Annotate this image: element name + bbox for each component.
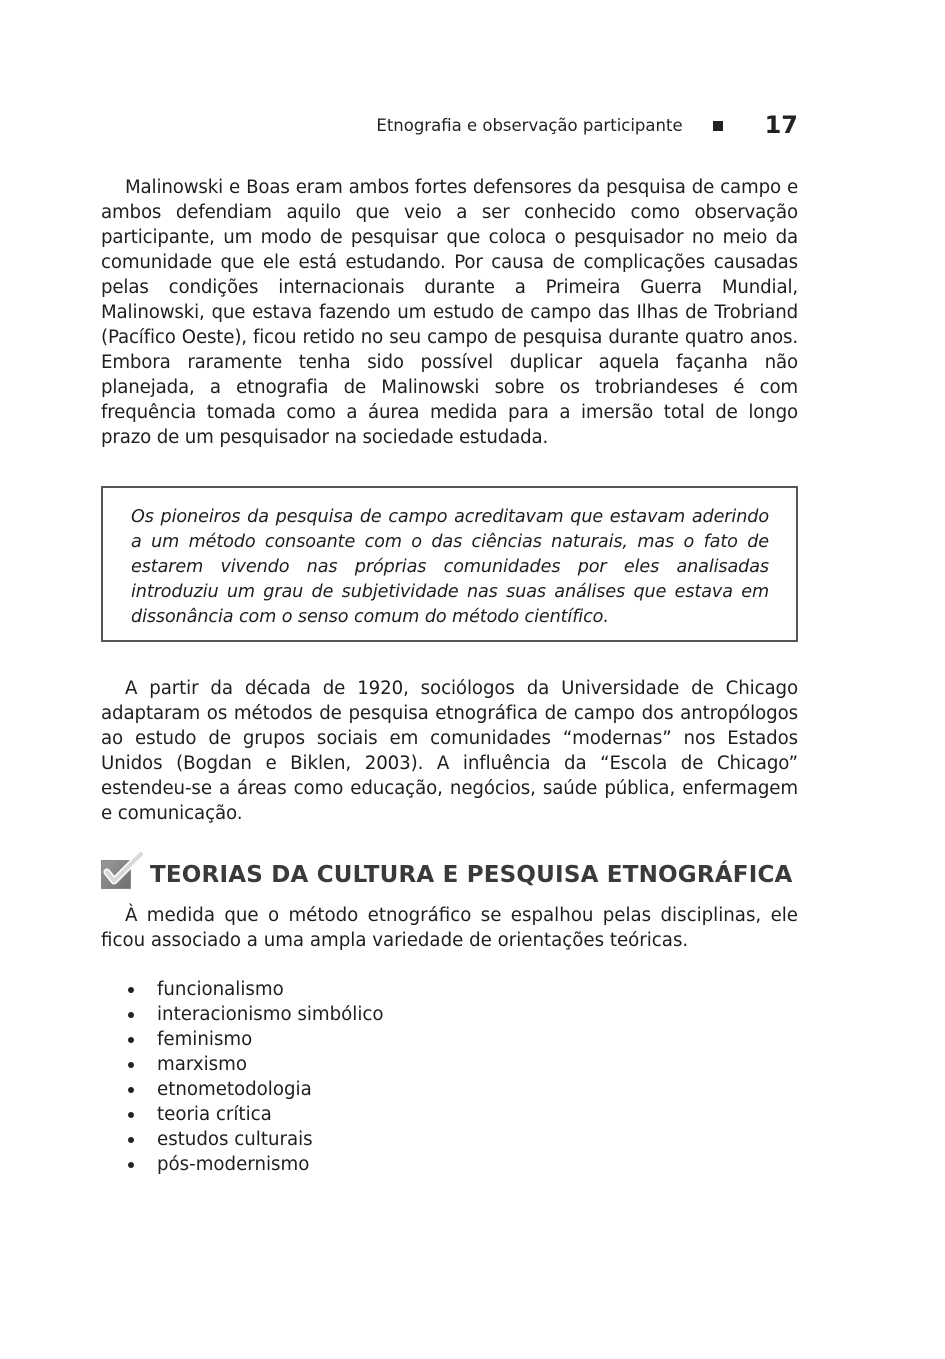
bullet-icon — [128, 1087, 134, 1093]
bullet-icon — [128, 1162, 134, 1168]
section-heading — [101, 852, 793, 890]
list-item: pós-modernismo — [125, 1152, 384, 1177]
square-bullet-icon — [713, 121, 723, 131]
paragraph-chicago-school: A partir da década de 1920, sociólogos da Universidade de Chicago adaptaram os métodos de pesquisa etnográfica de campo dos antropólogos ao estudo de grupos sociais em comunidades “modernas” nos Estados Unidos (Bogdan e Biklen, 2003). A influência da “Escola de Chicago” estendeu-se a áreas como educação, negócios, saúde pública, enfermagem e comunicação. — [101, 678, 798, 824]
list-item: marxismo — [125, 1052, 384, 1077]
bullet-icon — [128, 1137, 134, 1143]
list-item: teoria crítica — [125, 1102, 384, 1127]
paragraph-malinowski: Malinowski e Boas eram ambos fortes defensores da pesquisa de campo e ambos defendiam aquilo que veio a ser conhecido como observação participante, um modo de pesquisar que coloca o pesquisador no meio da comunidade que ele está estudando. Por causa de complicações causadas pelas condições internacionais durante a Primeira Guerra Mundial, Malinowski, que estava fazendo um estudo de campo das Ilhas de Trobriand (Pacífico Oeste), ficou retido no seu campo de pesquisa durante quatro anos. Embora raramente tenha sido possível duplicar aquela façanha não planejada, a etnografia de Malinowski sobre os trobriandeses é com frequência tomada como a áurea medida para a imersão total de longo prazo de um pesquisador na sociedade estudada. — [101, 177, 798, 448]
paragraph-theories-intro: À medida que o método etnográfico se espalhou pelas disciplinas, ele ficou associado a uma ampla variedade de orientações teóricas. — [101, 905, 798, 951]
list-item: interacionismo simbólico — [125, 1002, 384, 1027]
checkbox-check-icon — [101, 852, 143, 890]
list-item: estudos culturais — [125, 1127, 384, 1152]
list-item: etnometodologia — [125, 1077, 384, 1102]
bullet-icon — [128, 1037, 134, 1043]
list-item: feminismo — [125, 1027, 384, 1052]
bullet-icon — [128, 1062, 134, 1068]
bullet-icon — [128, 1112, 134, 1118]
running-head-title: Etnografia e observação participante — [376, 115, 683, 135]
section-title: TEORIAS DA CULTURA E PESQUISA ETNOGRÁFICA — [150, 862, 793, 888]
running-head — [376, 108, 798, 142]
list-item: funcionalismo — [125, 977, 384, 1002]
page-number: 17 — [764, 111, 798, 139]
bullet-icon — [128, 1012, 134, 1018]
theories-list — [125, 977, 384, 1177]
callout-text: Os pioneiros da pesquisa de campo acreditavam que estavam aderindo a um método consoante com o das ciências naturais, mas o fato de estarem vivendo nas próprias comunidades por eles analisadas introduziu um grau de subjetividade nas suas análises que estava em dissonância com o senso comum do método científico. — [131, 507, 769, 627]
bullet-icon — [128, 987, 134, 993]
callout-box — [101, 486, 798, 642]
